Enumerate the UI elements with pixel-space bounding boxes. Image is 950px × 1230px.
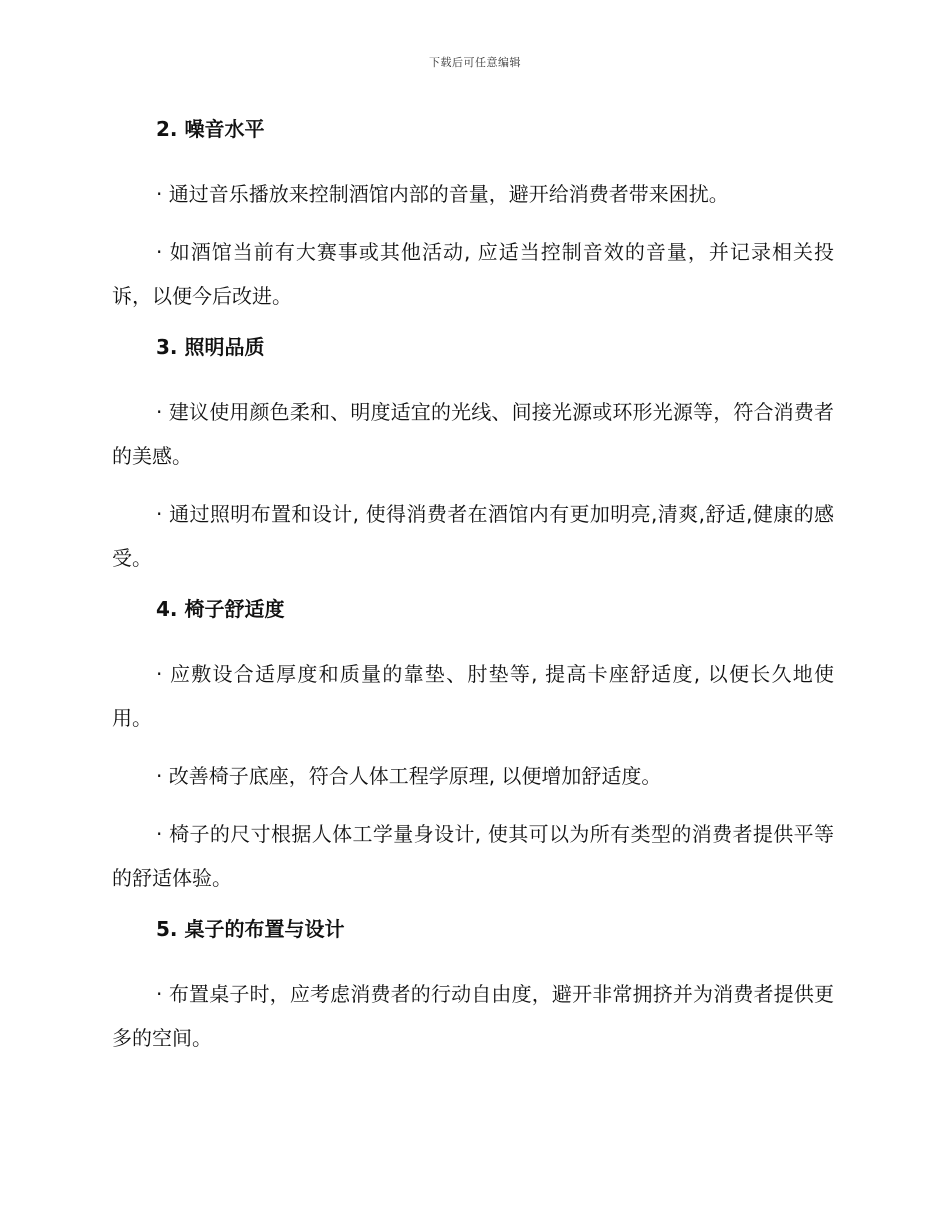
paragraph: · 椅子的尺寸根据人体工学量身设计, 使其可以为所有类型的消费者提供平等的舒适体验。 [112,822,834,890]
paragraph: · 通过照明布置和设计, 使得消费者在酒馆内有更加明亮,清爽,舒适,健康的感受。 [112,502,834,570]
section-heading: 4. 椅子舒适度 [156,597,285,621]
paragraph: · 通过音乐播放来控制酒馆内部的音量，避开给消费者带来困扰。 [156,182,729,206]
page-header: 下载后可任意编辑 [429,56,521,69]
paragraph: · 应敷设合适厚度和质量的靠垫、肘垫等, 提高卡座舒适度, 以便长久地使用。 [112,662,834,730]
document-body [112,114,834,1074]
paragraph: · 如酒馆当前有大赛事或其他活动, 应适当控制音效的音量，并记录相关投诉，以便今后改进。 [112,240,834,308]
paragraph: · 布置桌子时，应考虑消费者的行动自由度，避开非常拥挤并为消费者提供更多的空间。 [112,982,834,1050]
section-heading: 5. 桌子的布置与设计 [156,917,345,941]
paragraph: · 建议使用颜色柔和、明度适宜的光线、间接光源或环形光源等，符合消费者的美感。 [112,400,834,468]
section-heading: 2. 噪音水平 [156,117,265,141]
paragraph: · 改善椅子底座，符合人体工程学原理, 以便增加舒适度。 [156,764,662,788]
section-heading: 3. 照明品质 [156,335,265,359]
